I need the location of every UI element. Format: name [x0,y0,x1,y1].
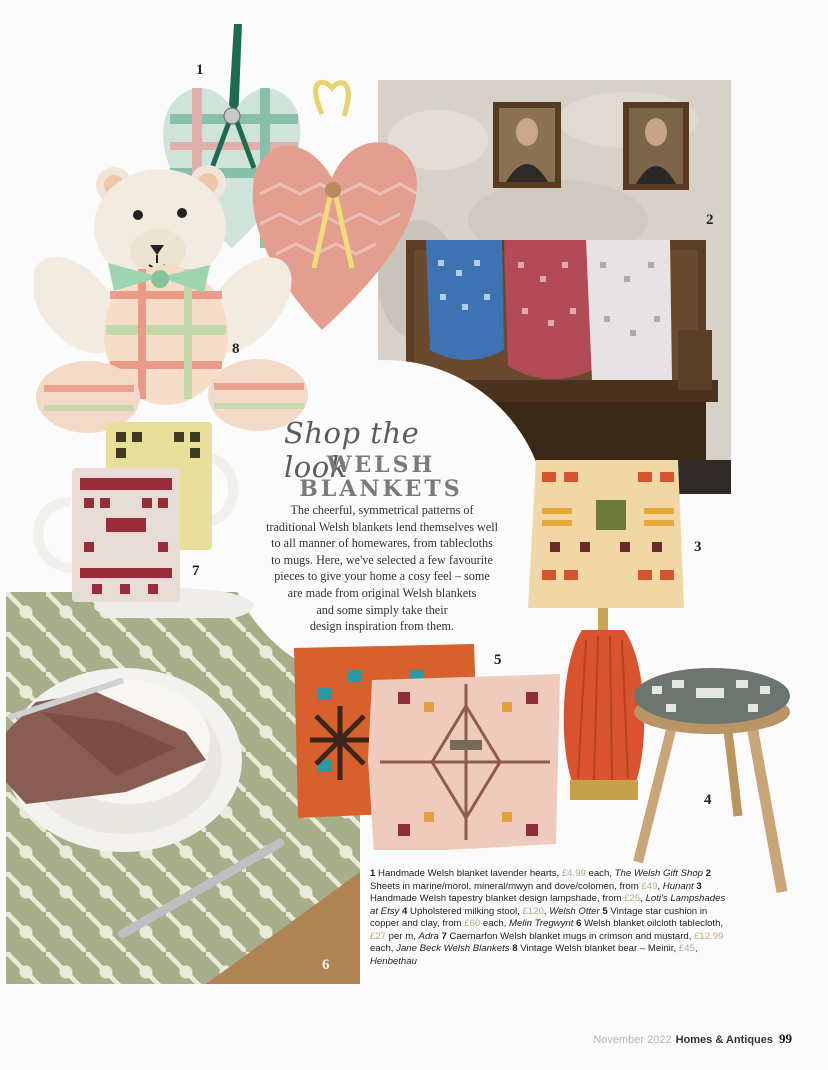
caption-text: each, [370,943,397,954]
caption-price: £27 [370,930,387,942]
title-line-welsh: WELSH [326,452,436,478]
caption-num: 4 [402,905,408,917]
page-footer [593,1031,792,1047]
magazine-name: Homes & Antiques [675,1034,773,1046]
caption-price: £120 [522,905,544,917]
milking-stool-image [632,666,792,896]
product-caption [370,868,734,968]
caption-shop: Jane Beck Welsh Blankets [396,943,510,954]
caption-text: each, [585,868,615,879]
caption-text: each, [480,918,510,929]
issue-month: November 2022 [593,1034,672,1046]
caption-text: Caernarfon Welsh blanket mugs in crimson and mustard, [446,930,695,942]
caption-text: , [543,905,550,917]
welsh-blanket-mugs-image [34,418,254,618]
caption-num: 2 [705,868,712,879]
caption-shop: Henbethau [370,955,417,967]
intro-line: are made from original Welsh blankets [287,585,477,600]
star-cushions-image [290,640,580,850]
blanket-bear-image [34,165,314,435]
caption-price: £12.99 [694,930,724,942]
caption-text: , [657,880,663,892]
item-number-2: 2 [706,212,714,228]
intro-line: design inspiration from them. [309,619,455,634]
caption-text: Vintage Welsh blanket bear – Meinir, [517,943,679,954]
caption-shop: Adra [418,930,439,942]
caption-text: Upholstered milking stool, [407,905,523,917]
item-number-1: 1 [196,62,204,78]
caption-shop: The Welsh Gift Shop [614,868,703,879]
caption-price: £25 [624,893,641,904]
caption-text: Handmade Welsh blanket lavender hearts, [375,868,562,879]
caption-text: Vintage star cushion in copper and clay, from [370,905,708,929]
item-number-6: 6 [322,957,330,973]
caption-text: per m, [386,930,419,942]
intro-paragraph [232,502,532,635]
caption-price: £4.99 [561,868,586,879]
caption-num: 3 [696,880,702,892]
caption-shop: Melin Tregwynt [509,918,574,929]
caption-text: , [694,943,698,954]
item-number-5: 5 [494,652,502,668]
caption-text: , [640,893,646,904]
intro-line: pieces to give your home a cosy feel – some [274,569,490,584]
caption-num: 6 [576,918,582,929]
caption-price: £60 [464,918,481,929]
title-line-blankets: BLANKETS [299,476,463,502]
intro-line: and some simply take their [316,602,448,617]
shop-the-look-script: Shop the look [284,416,420,484]
caption-text: Welsh blanket oilcloth tablecloth, [581,918,724,929]
caption-text: Handmade Welsh tapestry blanket design lampshade, from [370,893,625,904]
caption-text: Sheets in marine/morol, mineral/mwyn and dove/colomen, from [370,880,642,892]
intro-line: to all manner of homewares, from tablecloths [271,536,493,551]
caption-num: 7 [441,930,447,942]
intro-line: traditional Welsh blankets lend themselves well [266,519,498,534]
caption-num: 1 [370,868,376,879]
page-number: 99 [779,1031,792,1046]
caption-price: £45 [678,943,695,954]
item-number-3: 3 [694,539,702,555]
caption-price: £49 [641,880,658,892]
caption-shop: Loti's Lampshades at Etsy [370,893,726,917]
intro-line: The cheerful, symmetrical patterns of [290,503,474,517]
item-number-4: 4 [704,792,712,808]
item-number-7: 7 [192,563,200,579]
item-number-8: 8 [232,341,240,357]
caption-num: 5 [602,905,608,917]
caption-num: 8 [512,943,518,954]
intro-line: to mugs. Here, we've selected a few favourite [271,552,493,567]
caption-shop: Welsh Otter [549,905,600,917]
caption-shop: Hunant [662,880,694,892]
